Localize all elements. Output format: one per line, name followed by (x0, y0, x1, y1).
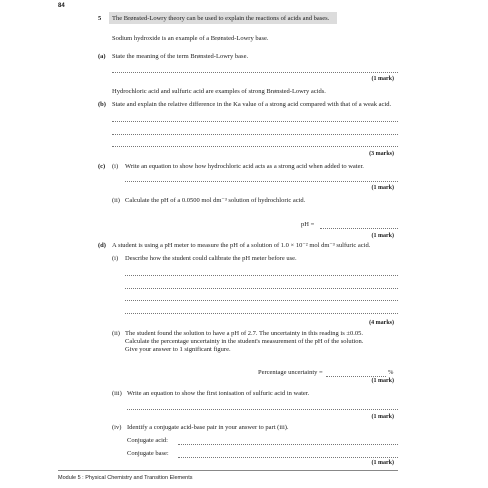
conjugate-acid-label: Conjugate acid: (127, 437, 168, 444)
uncertainty-answer-prefix: Percentage uncertainty = (258, 369, 323, 376)
conjugate-base-label: Conjugate base: (127, 450, 169, 457)
part-c-ii-text: Calculate the pH of a 0.0500 mol dm⁻³ solution of hydrochloric acid. (125, 197, 306, 204)
answer-line-c-i[interactable] (125, 181, 398, 182)
answer-line-d-iii[interactable] (127, 409, 398, 410)
part-a-label: (a) (98, 53, 106, 60)
footer-rule (58, 470, 398, 471)
marks-d-iv: (1 mark) (371, 460, 394, 466)
part-a-text: State the meaning of the term Brønsted-Lowry base. (112, 53, 249, 60)
part-d-iii-text: Write an equation to show the first ionisation of sulfuric acid in water. (127, 390, 310, 397)
part-d-ii-line-3: Give your answer to 1 significant figure. (125, 346, 231, 353)
uncertainty-unit: % (388, 369, 394, 376)
conjugate-base-line[interactable] (178, 457, 398, 458)
marks-d-ii: (1 mark) (371, 378, 394, 384)
part-d-iv-label: (iv) (112, 424, 122, 431)
part-d-ii-label: (ii) (112, 330, 120, 337)
marks-d-iii: (1 mark) (371, 414, 394, 420)
part-c-i-label: (i) (112, 163, 119, 170)
marks-d-i: (4 marks) (369, 320, 394, 326)
context-a: Sodium hydroxide is an example of a Brønsted-Lowry base. (112, 35, 269, 42)
answer-line-d-i-2[interactable] (125, 288, 398, 289)
part-c-ii-label: (ii) (112, 197, 120, 204)
marks-b: (3 marks) (369, 151, 394, 157)
answer-line-b1[interactable] (112, 121, 398, 122)
part-d-ii-line-1: The student found the solution to have a pH of 2.7. The uncertainty in this reading is ±0.05. (125, 330, 363, 337)
part-d-i-text: Describe how the student could calibrate the pH meter before use. (125, 255, 297, 262)
question-intro: The Brønsted-Lowry theory can be used to explain the reactions of acids and bases. (112, 15, 330, 22)
ph-answer-line[interactable] (320, 228, 398, 229)
part-c-label: (c) (98, 163, 106, 170)
marks-c-ii: (1 mark) (371, 233, 394, 239)
answer-line-d-i-4[interactable] (125, 313, 398, 314)
question-number: 5 (98, 15, 102, 22)
answer-line-b2[interactable] (112, 134, 398, 135)
part-b-label: (b) (98, 101, 106, 108)
part-d-iv-text: Identify a conjugate acid-base pair in your answer to part (iii). (127, 424, 289, 431)
answer-line-a[interactable] (112, 72, 398, 73)
part-d-ii-line-2: Calculate the percentage uncertainty in the student's measurement of the pH of the solution. (125, 338, 364, 345)
answer-line-d-i-1[interactable] (125, 275, 398, 276)
footer-module: Module 5 : Physical Chemistry and Transition Elements (58, 475, 193, 481)
part-d-i-label: (i) (112, 255, 119, 262)
marks-c-i: (1 mark) (371, 185, 394, 191)
part-d-label: (d) (98, 242, 106, 249)
part-b-text: State and explain the relative difference in the Ka value of a strong acid compared with that of a weak acid. (112, 101, 392, 108)
ph-answer-prefix: pH = (301, 221, 315, 228)
conjugate-acid-line[interactable] (178, 444, 398, 445)
answer-line-b3[interactable] (112, 146, 398, 147)
uncertainty-answer-line[interactable] (326, 376, 386, 377)
part-c-i-text: Write an equation to show how hydrochloric acid acts as a strong acid when added to water. (125, 163, 364, 170)
part-d-iii-label: (iii) (112, 390, 122, 397)
marks-a: (1 mark) (371, 76, 394, 82)
part-d-text: A student is using a pH meter to measure the pH of a solution of 1.0 × 10⁻² mol dm⁻³ sulfuric acid. (112, 242, 371, 249)
context-b: Hydrochloric acid and sulfuric acid are examples of strong Brønsted-Lowry acids. (112, 88, 326, 95)
page-number: 84 (58, 3, 65, 9)
answer-line-d-i-3[interactable] (125, 300, 398, 301)
